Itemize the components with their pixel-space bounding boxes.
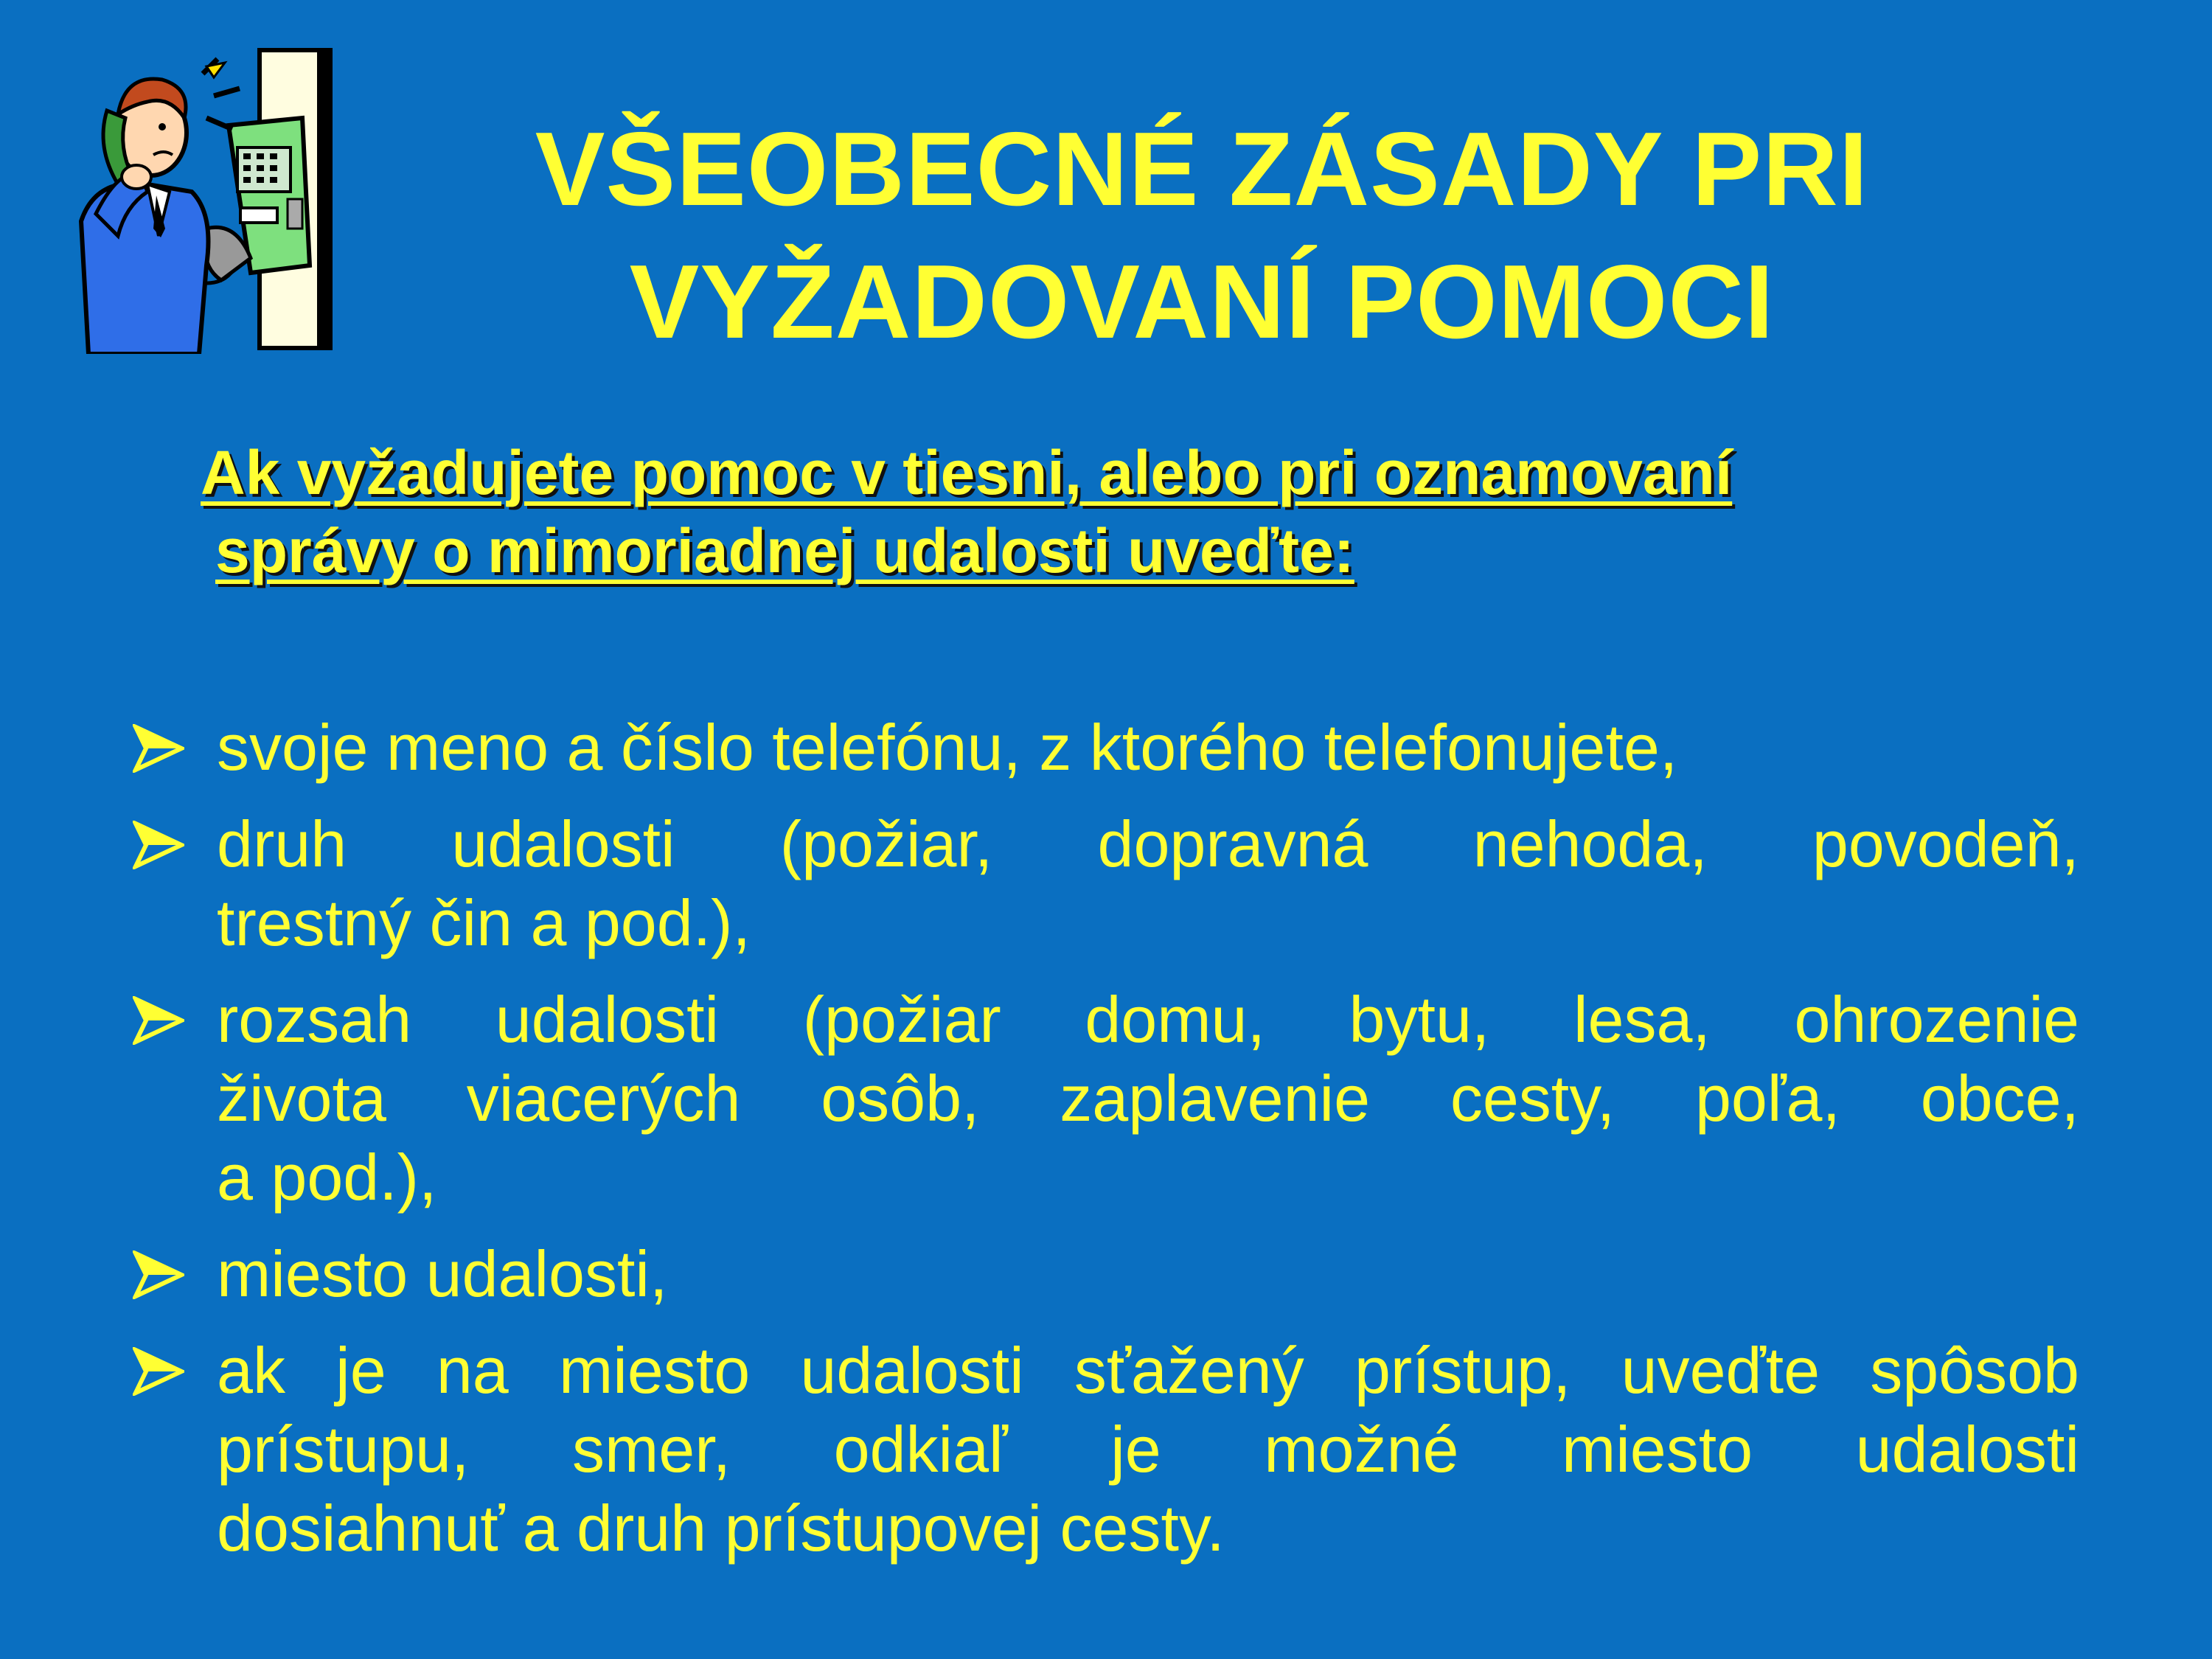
- man-calling-payphone-icon: [66, 44, 347, 354]
- title-line-2: VYŽADOVANÍ POMOCI: [629, 243, 1775, 361]
- list-item: [133, 1234, 2079, 1313]
- arrowhead-bullet-icon: [133, 1347, 184, 1396]
- bullet-1-line-1: svoje meno a číslo telefónu, z ktorého telefonujete,: [217, 711, 1678, 784]
- bullet-2-line-1: druh udalosti (požiar, dopravná nehoda, povodeň,: [217, 807, 2079, 880]
- bullet-list: [133, 708, 2079, 1585]
- slide-title: [413, 103, 1991, 369]
- bullet-4-line-1: miesto udalosti,: [217, 1237, 668, 1310]
- bullet-3-line-3: a pod.),: [217, 1141, 437, 1214]
- list-item: [133, 804, 2079, 962]
- bullet-2-line-2: trestný čin a pod.),: [217, 886, 751, 959]
- list-item: [133, 1331, 2079, 1568]
- list-item: [133, 980, 2079, 1217]
- arrowhead-bullet-icon: [133, 724, 184, 773]
- bullet-3-line-2: života viacerých osôb, zaplavenie cesty, poľa, obce,: [217, 1062, 2079, 1135]
- arrowhead-bullet-icon: [133, 821, 184, 869]
- intro-line-1: Ak vyžadujete pomoc v tiesni, alebo pri oznamovaní: [201, 438, 1733, 507]
- arrowhead-bullet-icon: [133, 996, 184, 1045]
- bullet-5-line-1: ak je na miesto udalosti sťažený prístup, uveďte spôsob: [217, 1334, 2079, 1407]
- title-line-1: VŠEOBECNÉ ZÁSADY PRI: [535, 111, 1869, 228]
- bullet-5-line-2: prístupu, smer, odkiaľ je možné miesto udalosti: [217, 1413, 2079, 1486]
- arrowhead-bullet-icon: [133, 1251, 184, 1299]
- bullet-3-line-1: rozsah udalosti (požiar domu, bytu, lesa, ohrozenie: [217, 983, 2079, 1056]
- intro-line-2: správy o mimoriadnej udalosti uveďte:: [215, 516, 1354, 585]
- intro-heading: [201, 434, 2081, 590]
- list-item: [133, 708, 2079, 787]
- bullet-5-line-3: dosiahnuť a druh prístupovej cesty.: [217, 1492, 1225, 1565]
